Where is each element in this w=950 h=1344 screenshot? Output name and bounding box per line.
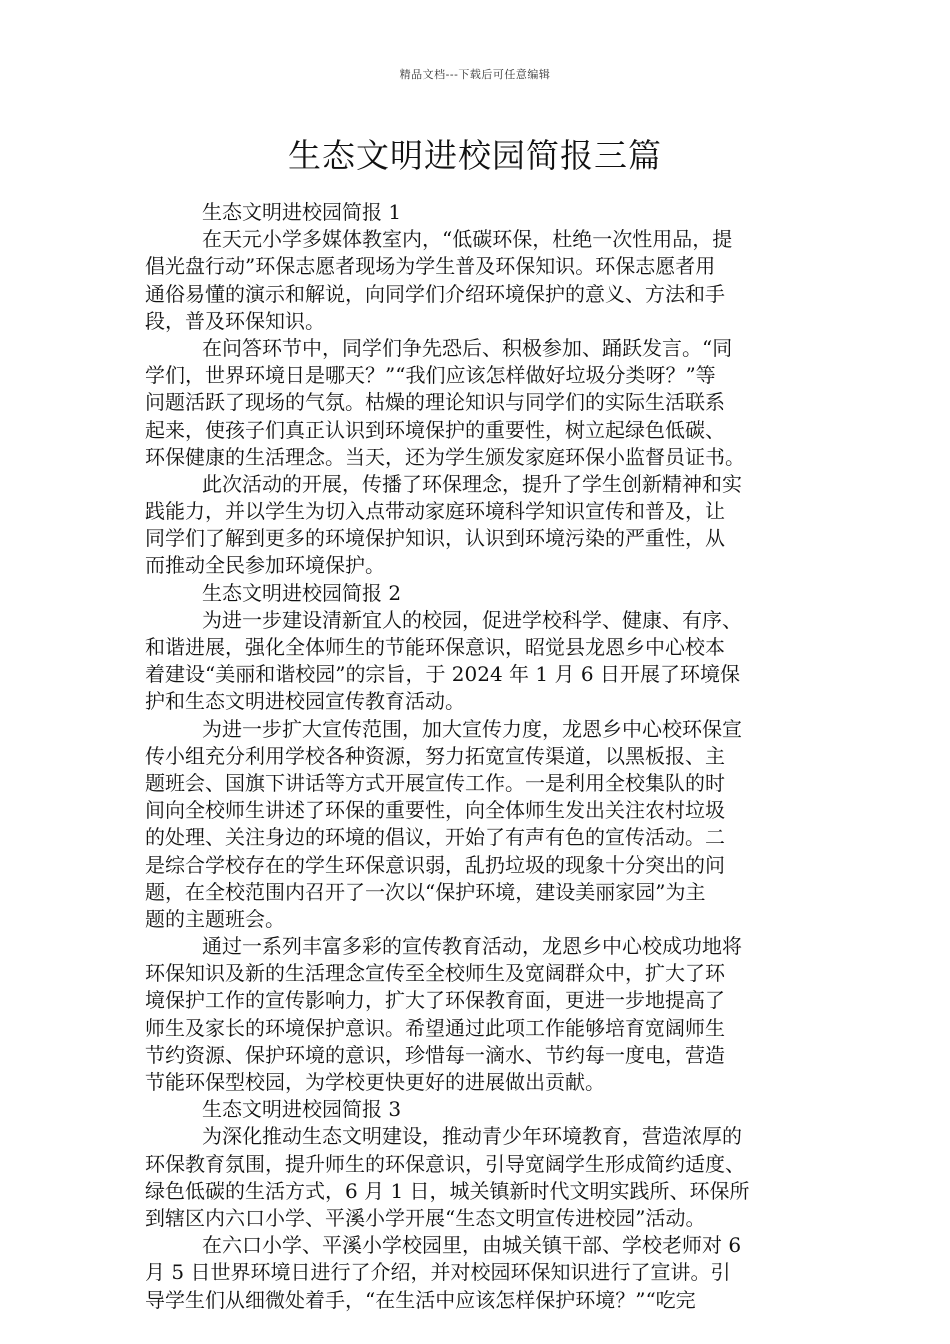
text-line: 间向全校师生讲述了环保的重要性，向全体师生发出关注农村垃圾 xyxy=(145,798,725,823)
text-line: 在天元小学多媒体教室内，“低碳环保，杜绝一次性用品，提 xyxy=(202,227,733,252)
page-header: 精品文档---下载后可任意编辑 xyxy=(399,68,551,81)
text-line: 节约资源、保护环境的意识，珍惜每一滴水、节约每一度电，营造 xyxy=(145,1042,725,1067)
text-line: 题的主题班会。 xyxy=(145,906,285,931)
text-line: 为进一步建设清新宜人的校园，促进学校科学、健康、有序、 xyxy=(202,607,742,632)
text-line: 到辖区内六口小学、平溪小学开展“生态文明宣传进校园”活动。 xyxy=(145,1205,706,1230)
text-line: 节能环保型校园，为学校更快更好的进展做出贡献。 xyxy=(145,1070,605,1094)
text-line: 和谐进展，强化全体师生的节能环保意识，昭觉县龙恩乡中心校本 xyxy=(145,635,725,659)
text-line: 环保健康的生活理念。当天，还为学生颁发家庭环保小监督员证书。 xyxy=(145,444,745,469)
text-line: 践能力，并以学生为切入点带动家庭环境科学知识宣传和普及，让 xyxy=(145,499,725,524)
text-line: 环保教育氛围，提升师生的环保意识，引导宽阔学生形成简约适度、 xyxy=(145,1151,745,1176)
text-line: 护和生态文明进校园宣传教育活动。 xyxy=(145,689,465,714)
text-line: 同学们了解到更多的环境保护知识，认识到环境污染的严重性，从 xyxy=(145,526,725,551)
text-line: 着建设“美丽和谐校园”的宗旨，于 2024 年 1 月 6 日开展了环境保 xyxy=(145,662,740,687)
text-line: 在问答环节中，同学们争先恐后、积极参加、踊跃发言。“同 xyxy=(202,335,733,360)
text-line: 题班会、国旗下讲话等方式开展宣传工作。一是利用全校集队的时 xyxy=(145,770,725,795)
text-line: 通过一系列丰富多彩的宣传教育活动，龙恩乡中心校成功地将 xyxy=(202,934,742,959)
text-line: 此次活动的开展，传播了环保理念，提升了学生创新精神和实 xyxy=(202,471,742,496)
text-line: 生态文明进校园简报 3 xyxy=(202,1097,402,1122)
text-line: 生态文明进校园简报 1 xyxy=(202,200,402,224)
document-title: 生态文明进校园简报三篇 xyxy=(288,136,662,175)
text-line: 生态文明进校园简报 2 xyxy=(202,580,402,605)
text-line: 是综合学校存在的学生环保意识弱，乱扔垃圾的现象十分突出的问 xyxy=(145,852,725,877)
text-line: 环保知识及新的生活理念宣传至全校师生及宽阔群众中，扩大了环 xyxy=(145,961,725,986)
text-line: 在六口小学、平溪小学校园里，由城关镇干部、学校老师对 6 xyxy=(202,1233,742,1258)
text-line: 学们，世界环境日是哪天？”“我们应该怎样做好垃圾分类呀？”等 xyxy=(145,363,716,388)
text-line: 为深化推动生态文明建设，推动青少年环境教育，营造浓厚的 xyxy=(202,1124,742,1149)
text-line: 导学生们从细微处着手，“在生活中应该怎样保护环境？”“吃完 xyxy=(145,1287,696,1312)
text-line: 月 5 日世界环境日进行了介绍，并对校园环保知识进行了宣讲。引 xyxy=(145,1260,731,1285)
text-line: 通俗易懂的演示和解说，向同学们介绍环境保护的意义、方法和手 xyxy=(145,281,725,306)
text-line: 为进一步扩大宣传范围，加大宣传力度，龙恩乡中心校环保宣 xyxy=(202,716,742,741)
text-line: 境保护工作的宣传影响力，扩大了环保教育面，更进一步地提高了 xyxy=(145,988,725,1013)
text-line: 而推动全民参加环境保护。 xyxy=(145,553,385,578)
text-line: 传小组充分利用学校各种资源，努力拓宽宣传渠道，以黑板报、主 xyxy=(145,743,725,768)
text-line: 问题活跃了现场的气氛。枯燥的理论知识与同学们的实际生活联系 xyxy=(145,390,725,415)
text-line: 起来，使孩子们真正认识到环境保护的重要性，树立起绿色低碳、 xyxy=(145,417,725,442)
text-line: 题，在全校范围内召开了一次以“保护环境，建设美丽家园”为主 xyxy=(145,879,706,904)
text-line: 的处理、关注身边的环境的倡议，开始了有声有色的宣传活动。二 xyxy=(145,825,725,850)
document-body xyxy=(145,199,808,1314)
text-line: 绿色低碳的生活方式，6 月 1 日，城关镇新时代文明实践所、环保所 xyxy=(145,1178,750,1203)
text-line: 倡光盘行动”环保志愿者现场为学生普及环保知识。环保志愿者用 xyxy=(145,254,716,279)
text-line: 段，普及环保知识。 xyxy=(145,308,325,333)
text-line: 师生及家长的环境保护意识。希望通过此项工作能够培育宽阔师生 xyxy=(145,1015,725,1040)
